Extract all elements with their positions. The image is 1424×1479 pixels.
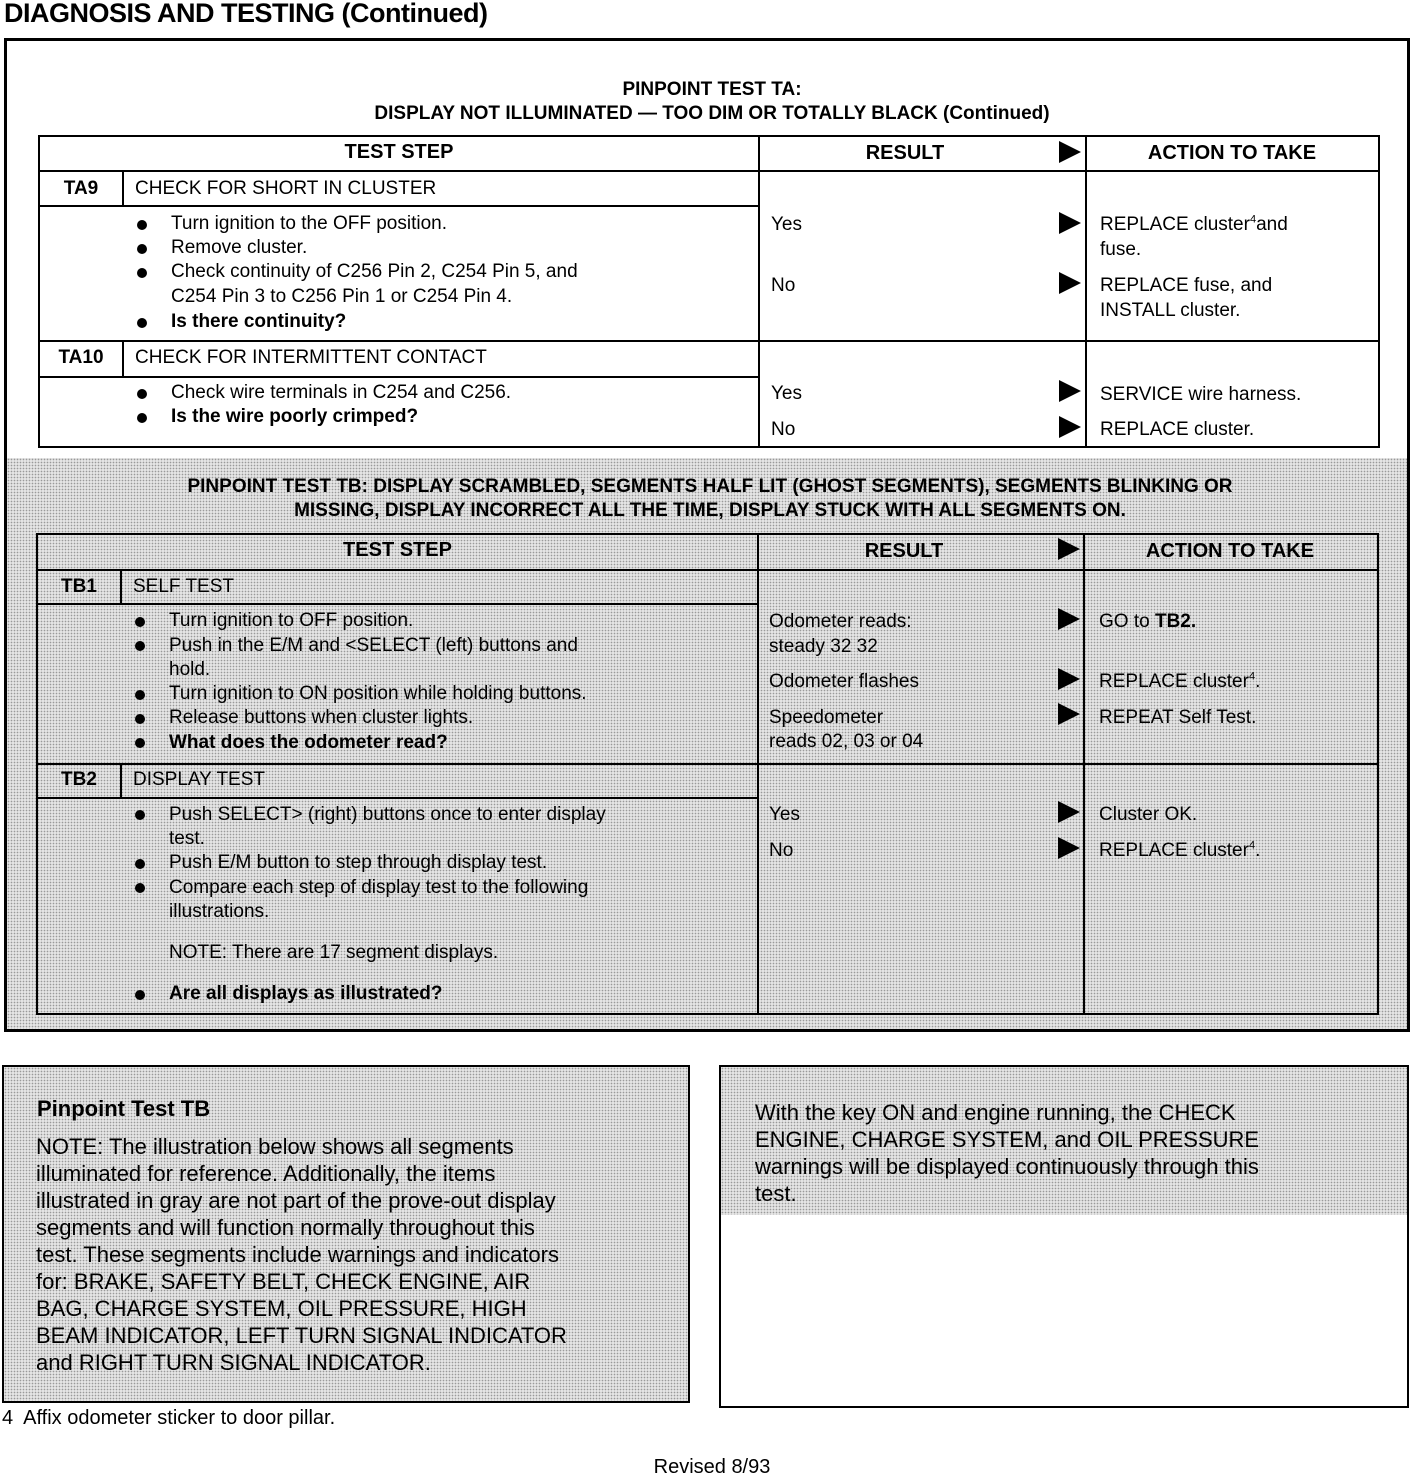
note-right-line: warnings will be displayed continuously through this [755, 1154, 1259, 1179]
bullet-icon [137, 318, 147, 328]
arrow-icon [1058, 703, 1080, 725]
ta10-result-no: No [771, 419, 796, 440]
arrow-icon [1059, 380, 1081, 402]
tb1-title: SELF TEST [133, 576, 235, 597]
note-left-line: BAG, CHARGE SYSTEM, OIL PRESSURE, HIGH [36, 1296, 527, 1321]
tb-col-divider-action [1083, 533, 1085, 1015]
arrow-icon [1059, 212, 1081, 234]
ta9-question: Is there continuity? [171, 311, 347, 332]
tb1-action-1: GO to TB2. [1099, 611, 1197, 632]
ta-header-result: RESULT [865, 142, 945, 164]
tb1-action-3: REPEAT Self Test. [1099, 707, 1257, 728]
tb1-step: Turn ignition to OFF position. [169, 610, 414, 631]
tb-header-rule [36, 569, 1379, 571]
ta9-action-yes: REPLACE cluster$^4$and [1100, 213, 1288, 235]
tb-header-result: RESULT [864, 540, 944, 562]
tb2-question: Are all displays as illustrated? [169, 983, 443, 1004]
ta10-result-yes: Yes [771, 383, 802, 404]
bullet-icon [135, 690, 145, 700]
note-right-line: ENGINE, CHARGE SYSTEM, and OIL PRESSURE [755, 1127, 1260, 1152]
note-right-line: test. [755, 1181, 797, 1206]
bullet-icon [137, 389, 147, 399]
tb1-question: What does the odometer read? [169, 732, 448, 753]
ta-col-divider-action [1085, 135, 1087, 448]
note-right-line: With the key ON and engine running, the CHECK [755, 1100, 1236, 1125]
tb-title-line2: MISSING, DISPLAY INCORRECT ALL THE TIME, DISPLAY STUCK WITH ALL SEGMENTS ON. [294, 500, 1126, 521]
header-arrow-icon [1059, 141, 1081, 163]
revision-footer: Revised 8/93 [653, 1456, 771, 1478]
ta10-action-no: REPLACE cluster. [1100, 419, 1255, 440]
ta9-id-divider [122, 172, 124, 206]
note-left-line: illuminated for reference. Additionally, the items [36, 1161, 496, 1186]
note-left-title: Pinpoint Test TB [37, 1096, 211, 1121]
ta-header-action: ACTION TO TAKE [1147, 142, 1317, 164]
tb-title-line1: PINPOINT TEST TB: DISPLAY SCRAMBLED, SEGMENTS HALF LIT (GHOST SEGMENTS), SEGMENTS BLINKING OR [187, 476, 1233, 497]
note-left-line: BEAM INDICATOR, LEFT TURN SIGNAL INDICATOR [36, 1323, 567, 1348]
ta9-result-no: No [771, 275, 796, 296]
ta10-action-yes: SERVICE wire harness. [1100, 384, 1302, 405]
arrow-icon [1059, 272, 1081, 294]
arrow-icon [1058, 668, 1080, 690]
ta10-step: Check wire terminals in C254 and C256. [171, 382, 512, 403]
ta9-step: Remove cluster. [171, 237, 308, 258]
ta10-id: TA10 [58, 347, 104, 368]
ta9-step: C254 Pin 3 to C256 Pin 1 or C254 Pin 4. [171, 286, 513, 307]
ta-header-test-step: TEST STEP [344, 141, 454, 163]
bullet-icon [135, 883, 145, 893]
ta9-action-yes-line2: fuse. [1100, 239, 1142, 260]
arrow-icon [1058, 608, 1080, 630]
tb2-step: Push SELECT> (right) buttons once to enter display [169, 804, 606, 825]
ta9-id: TA9 [63, 178, 99, 199]
tb1-result-3-line2: reads 02, 03 or 04 [769, 731, 924, 752]
note-left-body [36, 1133, 681, 1376]
tb2-title-rule [36, 797, 757, 799]
header-arrow-icon [1058, 538, 1080, 560]
page-heading: DIAGNOSIS AND TESTING (Continued) [4, 0, 488, 28]
bullet-icon [135, 810, 145, 820]
tb1-result-3: Speedometer [769, 707, 884, 728]
bullet-icon [137, 268, 147, 278]
tb1-action-2: REPLACE cluster$^4$. [1099, 670, 1261, 692]
tb2-action-yes: Cluster OK. [1099, 804, 1198, 825]
tb-header-test-step: TEST STEP [343, 539, 452, 561]
tb-col-divider-result [757, 533, 759, 1015]
tb2-step: Compare each step of display test to the following [169, 877, 589, 898]
tb1-result-2: Odometer flashes [769, 671, 919, 692]
note-right-body [755, 1099, 1395, 1207]
ta9-title: CHECK FOR SHORT IN CLUSTER [135, 178, 437, 199]
tb1-bottom-rule [36, 763, 1379, 765]
tb1-step: Push in the E/M and <SELECT (left) buttons and [169, 635, 578, 656]
ta10-id-divider [122, 341, 124, 377]
arrow-icon [1059, 416, 1081, 438]
tb1-result-1: Odometer reads: [769, 611, 912, 632]
ta9-title-rule [38, 205, 758, 207]
tb2-action-no: REPLACE cluster$^4$. [1099, 839, 1261, 861]
tb1-title-rule [36, 603, 757, 605]
ta10-title-rule [38, 376, 758, 378]
note-left-line: illustrated in gray are not part of the prove-out display [36, 1188, 556, 1213]
tb2-note: NOTE: There are 17 segment displays. [169, 942, 499, 963]
ta9-action-no-line2: INSTALL cluster. [1100, 300, 1241, 321]
ta10-question: Is the wire poorly crimped? [171, 406, 419, 427]
tb1-result-1-line2: steady 32 32 [769, 636, 878, 657]
bullet-icon [137, 244, 147, 254]
ta-col-divider-result [758, 135, 760, 448]
bullet-icon [135, 714, 145, 724]
bullet-icon [135, 617, 145, 627]
ta-title-line1: PINPOINT TEST TA: [622, 79, 802, 100]
ta9-step: Check continuity of C256 Pin 2, C254 Pin 5, and [171, 261, 578, 282]
tb2-step: illustrations. [169, 901, 270, 922]
ta-title-line2: DISPLAY NOT ILLUMINATED — TOO DIM OR TOTALLY BLACK (Continued) [374, 103, 1050, 124]
ta-header-rule [38, 170, 1380, 172]
tb1-step: Turn ignition to ON position while holding buttons. [169, 683, 587, 704]
note-left-line: for: BRAKE, SAFETY BELT, CHECK ENGINE, AIR [36, 1269, 531, 1294]
ta9-step: Turn ignition to the OFF position. [171, 213, 447, 234]
bullet-icon [137, 413, 147, 423]
tb2-id-divider [120, 764, 122, 798]
tb1-id-divider [120, 571, 122, 604]
tb1-id: TB1 [61, 576, 97, 597]
bullet-icon [135, 641, 145, 651]
tb-header-action: ACTION TO TAKE [1145, 540, 1315, 562]
tb1-step: Release buttons when cluster lights. [169, 707, 474, 728]
arrow-icon [1058, 801, 1080, 823]
note-left-line: segments and will function normally throughout this [36, 1215, 535, 1240]
tb2-step: Push E/M button to step through display test. [169, 852, 548, 873]
note-left-line: and RIGHT TURN SIGNAL INDICATOR. [36, 1350, 431, 1375]
bullet-icon [135, 990, 145, 1000]
bullet-icon [135, 859, 145, 869]
ta9-bottom-rule [38, 340, 1380, 342]
arrow-icon [1058, 837, 1080, 859]
note-left-line: NOTE: The illustration below shows all segments [36, 1134, 514, 1159]
ta9-action-no: REPLACE fuse, and [1100, 275, 1273, 296]
ta9-result-yes: Yes [771, 214, 802, 235]
footnote: 4 Affix odometer sticker to door pillar. [2, 1407, 336, 1429]
tb2-step: test. [169, 828, 205, 849]
note-left-line: test. These segments include warnings and indicators [36, 1242, 559, 1267]
tb2-id: TB2 [61, 769, 97, 790]
tb2-result-no: No [769, 840, 794, 861]
tb1-step: hold. [169, 659, 211, 680]
ta10-title: CHECK FOR INTERMITTENT CONTACT [135, 347, 487, 368]
tb2-result-yes: Yes [769, 804, 800, 825]
tb2-title: DISPLAY TEST [133, 769, 265, 790]
bullet-icon [137, 220, 147, 230]
bullet-icon [135, 738, 145, 748]
